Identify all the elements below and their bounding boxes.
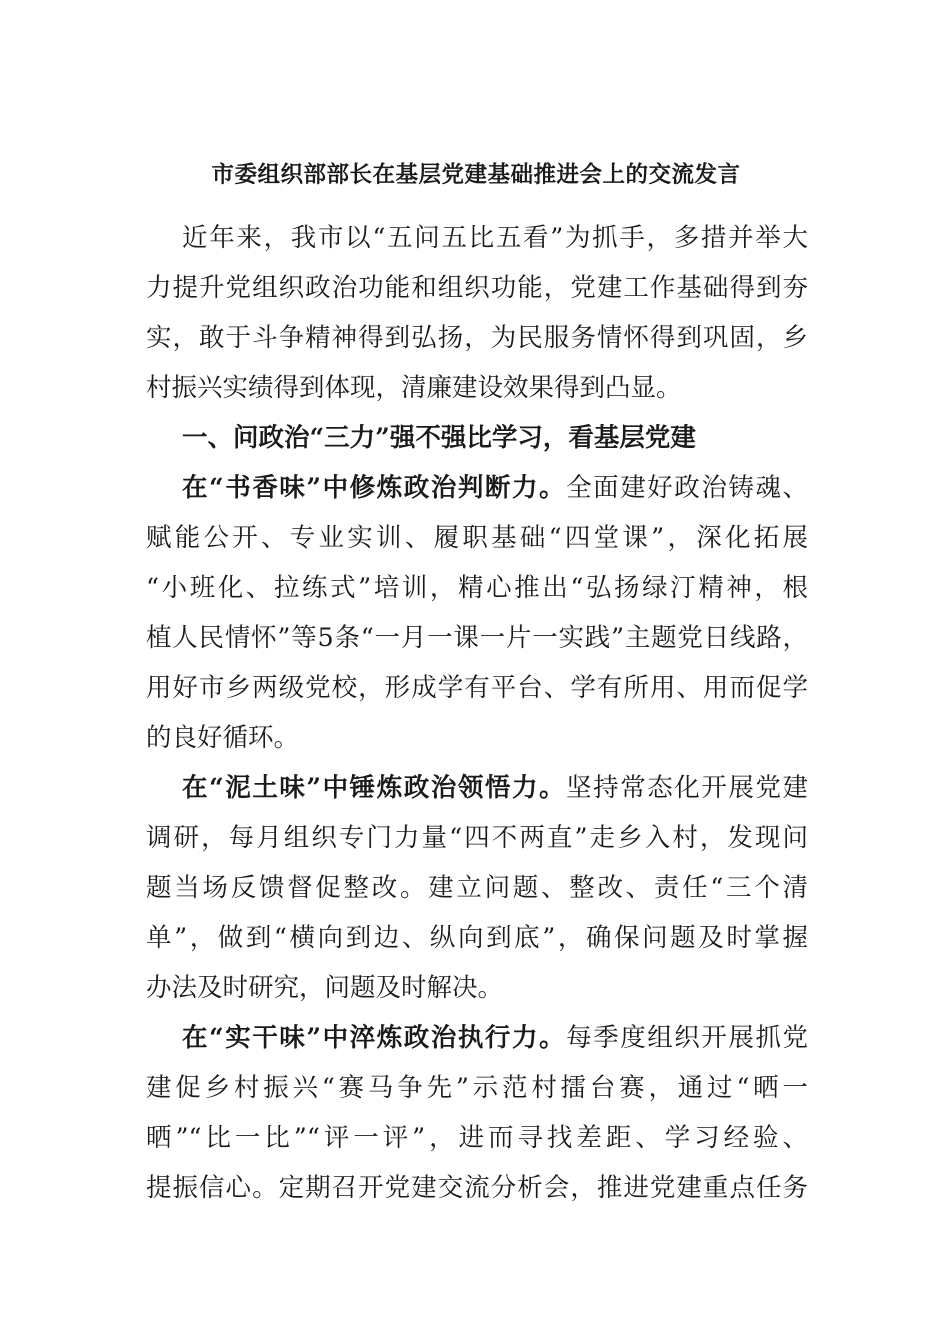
para1-line-2: 赋能公开、专业实训、履职基础“四堂课”，深化拓展 bbox=[146, 523, 808, 553]
para2-line-2: 调研，每月组织专门力量“四不两直”走乡入村，发现问 bbox=[146, 823, 808, 853]
para2-line-4: 单”，做到“横向到边、纵向到底”，确保问题及时掌握 bbox=[146, 923, 808, 953]
para2-line-1 bbox=[182, 769, 808, 807]
intro-line-1: 近年来，我市以“五问五比五看”为抓手，多措并举大 bbox=[182, 223, 808, 253]
para2-line-5: 办法及时研究，问题及时解决。 bbox=[146, 973, 504, 1003]
para1-first-rest: 全面建好政治铸魂、 bbox=[566, 473, 808, 503]
intro-line-2: 力提升党组织政治功能和组织功能，党建工作基础得到夯 bbox=[146, 273, 808, 303]
para2-lead: 在“泥土味”中锤炼政治领悟力。 bbox=[182, 773, 567, 803]
para1-lead: 在“书香味”中修炼政治判断力。 bbox=[182, 473, 567, 503]
para1-line-3: “小班化、拉练式”培训，精心推出“弘扬绿汀精神，根 bbox=[146, 573, 808, 603]
para3-first-rest: 每季度组织开展抓党 bbox=[566, 1023, 808, 1053]
intro-line-3: 实，敢于斗争精神得到弘扬，为民服务情怀得到巩固，乡 bbox=[146, 323, 808, 353]
para3-line-3: 晒”“比一比”“评一评”，进而寻找差距、学习经验、 bbox=[146, 1123, 808, 1153]
para1-line-5: 用好市乡两级党校，形成学有平台、学有所用、用而促学 bbox=[146, 673, 808, 703]
para3-line-1 bbox=[182, 1019, 808, 1057]
para2-first-rest: 坚持常态化开展党建 bbox=[566, 773, 808, 803]
para1-line-4: 植人民情怀”等5条“一月一课一片一实践”主题党日线路， bbox=[146, 623, 808, 653]
document-title: 市委组织部部长在基层党建基础推进会上的交流发言 bbox=[211, 162, 741, 188]
para1-line-1 bbox=[182, 469, 808, 507]
para3-line-4: 提振信心。定期召开党建交流分析会，推进党建重点任务 bbox=[146, 1173, 808, 1203]
para1-line-6: 的良好循环。 bbox=[146, 723, 300, 753]
para3-line-2: 建促乡村振兴“赛马争先”示范村擂台赛，通过“晒一 bbox=[146, 1073, 808, 1103]
para3-lead: 在“实干味”中淬炼政治执行力。 bbox=[182, 1023, 567, 1053]
para2-line-3: 题当场反馈督促整改。建立问题、整改、责任“三个清 bbox=[146, 873, 808, 903]
intro-line-4: 村振兴实绩得到体现，清廉建设效果得到凸显。 bbox=[146, 373, 682, 403]
section-heading: 一、问政治“三力”强不强比学习，看基层党建 bbox=[182, 423, 696, 453]
